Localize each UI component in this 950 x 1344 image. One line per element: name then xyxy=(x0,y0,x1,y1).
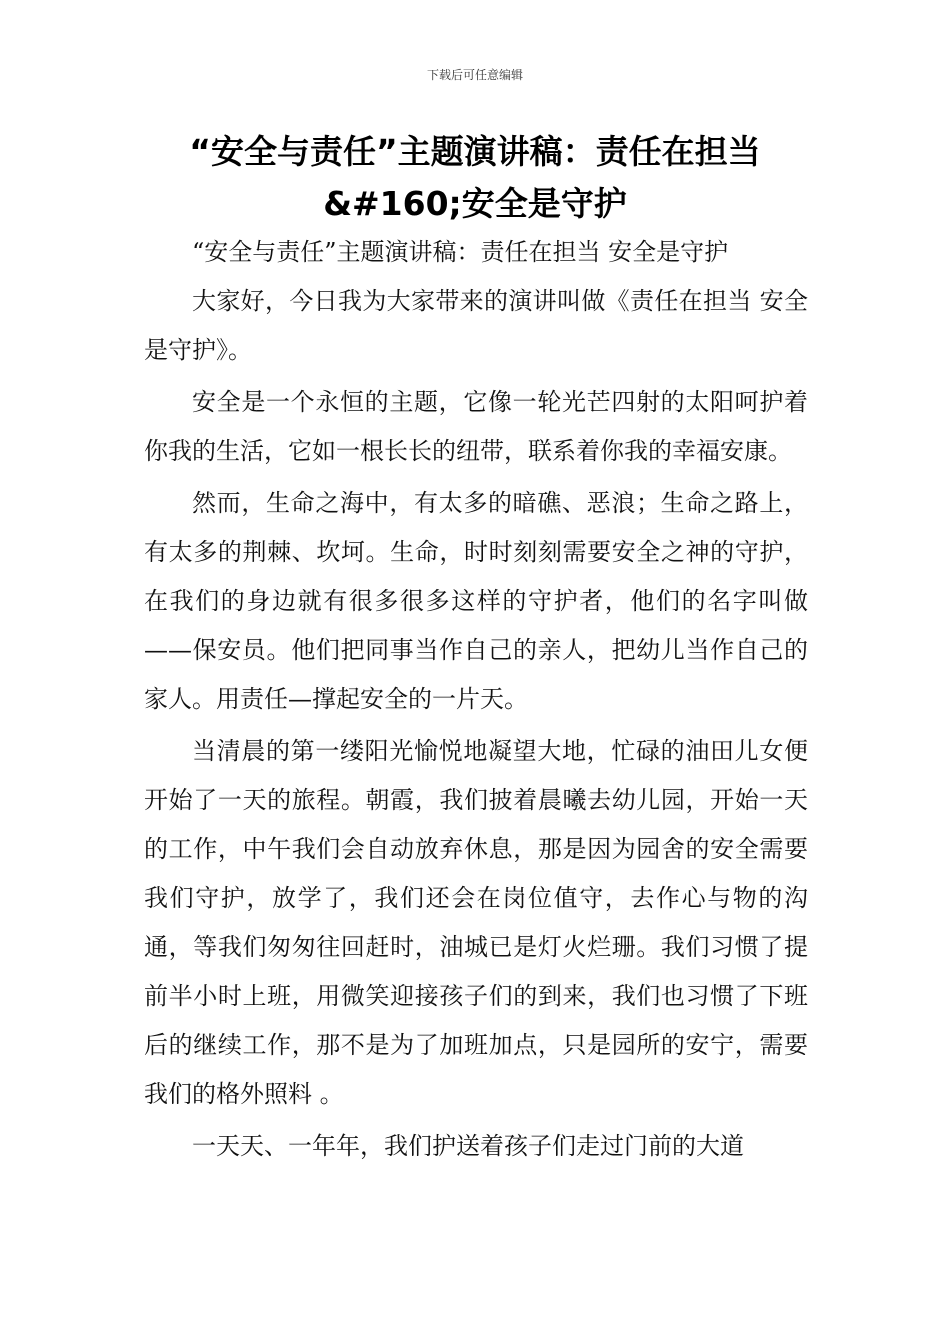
paragraph: 一天天、一年年，我们护送着孩子们走过门前的大道 xyxy=(192,1132,744,1160)
paragraph: 然而，生命之海中，有太多的暗礁、恶浪；生命之路上，有太多的荆棘、坎坷。生命，时时刻刻需要安全之神的守护，在我们的身边就有很多很多这样的守护者，他们的名字叫做——保安员。他们把同事当作自己的亲人，把幼儿当作自己的家人。用责任—撑起安全的一片天。 xyxy=(144,489,808,713)
paragraph: 当清晨的第一缕阳光愉悦地凝望大地，忙碌的油田儿女便开始了一天的旅程。朝霞，我们披着晨曦去幼儿园，开始一天的工作，中午我们会自动放弃休息，那是因为园舍的安全需要我们守护，放学了，我们还会在岗位值守，去作心与物的沟通，等我们匆匆往回赶时，油城已是灯火烂珊。我们习惯了提前半小时上班，用微笑迎接孩子们的到来，我们也习惯了下班后的继续工作，那不是为了加班加点，只是园所的安宁，需要我们的格外照料 。 xyxy=(144,737,808,1108)
document-title: “安全与责任”主题演讲稿：责任在担当&#160;安全是守护 xyxy=(189,132,761,223)
paragraph-subtitle: “安全与责任”主题演讲稿：责任在担当 安全是守护 xyxy=(192,238,729,266)
paragraph: 安全是一个永恒的主题，它像一轮光芒四射的太阳呵护着你我的生活，它如一根长长的纽带，联系着你我的幸福安康。 xyxy=(144,388,808,465)
document-body xyxy=(144,228,808,1171)
header-note: 下载后可任意编辑 xyxy=(426,68,523,82)
paragraph: 大家好，今日我为大家带来的演讲叫做《责任在担当 安全是守护》。 xyxy=(144,287,808,364)
